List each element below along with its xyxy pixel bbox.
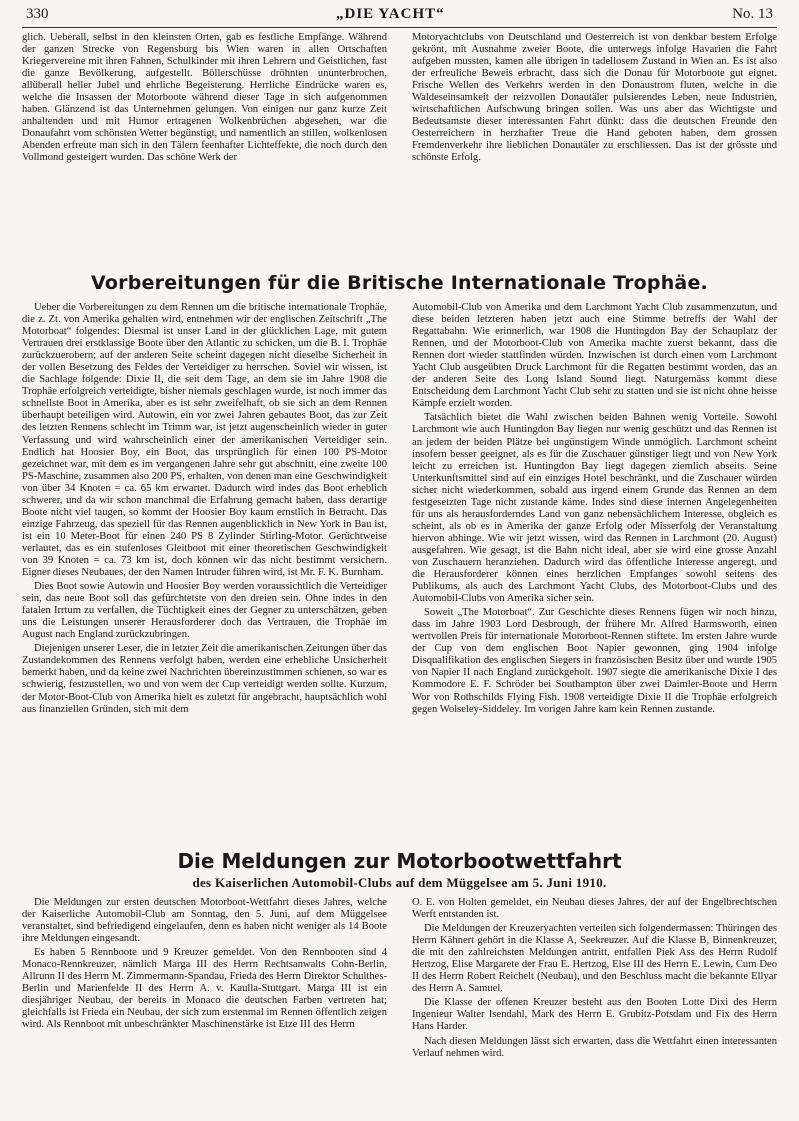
trophy-left-column [22, 302, 387, 839]
article-title-trophy: Vorbereitungen für die Britische Internationale Trophäe. [91, 272, 708, 294]
entries-left-column [22, 897, 387, 1097]
page-header [22, 6, 777, 28]
paragraph: Die Meldungen zur ersten deutschen Motorboot-Wettfahrt dieses Jahres, welche der Kaiserliche Automobil-Club am Sonntag, den 5. Juni, auf dem Müggelsee veranstaltet, sind befriedigend eingelaufen, denn es haben nicht weniger als 14 Boote ihre Meldungen eingesandt. [22, 897, 387, 945]
paragraph: Tatsächlich bietet die Wahl zwischen beiden Bahnen wenig Vorteile. Sowohl Larchmont wie auch Huntingdon Bay liegen nur wenig geschützt und das Rennen ist an jedem der beiden Plätze bei ungünstigem Winde unmöglich. Larchmont scheint insofern besser geeignet, als es für die Zuschauer günstiger liegt und von New York leicht zu erreichen ist. Huntingdon Bay liegt dagegen ziemlich abseits. Seine Unterkunftsmittel sind auf ein einziges Hotel beschränkt, und die Zuschauer würden sicher nicht wiederkommen, sobald aus irgend einem Grunde das Rennen an dem festgesetzten Tage nicht zustande käme. Indes sind diese internen Angelegenheiten für uns als herausforderndes Land von ganz nebensächlichem Interesse, obgleich es scheint, als ob es in Amerika der ganze Erfolg oder Misserfolg der Veranstaltung hiervon abhinge. Wie wir jetzt wissen, wird das Rennen in Larchmont (20. August) ausgefahren. Wie gesagt, ist die Bahn nicht ideal, aber sie wird eine grosse Anzahl von Zuschauern heranziehen. Dadurch wird das öffentliche Interesse angeregt, und die Herausforderer können eines herzlichen Empfanges sowohl seitens des Publikums, als auch des Larchmont Yacht Clubs, des Motorboot-Clubs und des Automobil-Clubs von Amerika sicher sein. [412, 412, 777, 605]
continued-article [22, 32, 777, 258]
continued-left-column [22, 32, 387, 258]
paragraph: glich. Ueberall, selbst in den kleinsten Orten, gab es festliche Empfänge. Während der ganzen Strecke von Regensburg bis Wien waren in allen Ortschaften Kriegervereine mit ihren Fahnen, Schulkinder mit ihren Lehrern und Geistlichen, fast die ganze Bevölkerung, aufgestellt. Böllerschüsse dröhnten ununterbrochen, allüberall heller Jubel und ehrliche Begeisterung. Herrliche Eindrücke waren es, welche die Insassen der Motorboote während dieser Tage in sich aufgenommen haben. Glänzend ist das Unternehmen gelungen. Von einigen nur ganz kurze Zeit anhaltenden und mit Humor ertragenen Wolkenbrüchen abgesehen, war die Donaufahrt vom schönsten Wetter begünstigt, und namentlich an stillen, wolkenlosen Abenden erfreute man sich in den Tälern feenhafter Lichteffekte, die noch durch den Vollmond gesteigert wurden. Das schöne Werk der [22, 32, 387, 164]
paragraph: O. E. von Holten gemeldet, ein Neubau dieses Jahres, der auf der Engelbrechtschen Werft entstanden ist. [412, 897, 777, 921]
paragraph: Dies Boot sowie Autowin und Hoosier Boy werden voraussichtlich die Verteidiger sein, das neue Boot soll das gefürchtetste von den dreien sein. Ohne indes in den fatalen Irrtum zu verfallen, die Tüchtigkeit eines der Gegner zu unterschätzen, geben uns die Leistungen unserer Herausforderer doch das Vertrauen, die Trophäe im August nach England zurückzubringen. [22, 581, 387, 641]
paragraph: Die Klasse der offenen Kreuzer besteht aus den Booten Lotte Dixi des Herrn Ingenieur Walter Isendahl, Mark des Herrn E. Grubitz-Potsdam und Fix des Herrn Hans Harder. [412, 997, 777, 1033]
paragraph: Automobil-Club von Amerika und dem Larchmont Yacht Club zusammenzutun, und diese beiden letzteren haben jetzt auch eine Stimme betreffs der Wahl der Regattabahn. Wie erinnerlich, war 1908 die Huntingdon Bay der Schauplatz der Rennen, und der Motorboot-Club von Amerika machte zuerst bekannt, dass die Rennen dort wieder stattfinden würden. Inzwischen ist durch einen vom Larchmont Yacht Club ausgeübten Druck Larchmont für die Regatten bestimmt worden, das an der anderen Seite des Long Island Sound liegt. Naturgemäss kommt diese Entscheidung dem Larchmont Yacht Club sehr zu statten und sie ist nicht ohne heisse Kämpfe erzielt worden. [412, 302, 777, 410]
paragraph: Ueber die Vorbereitungen zu dem Rennen um die britische internationale Trophäe, die z. Zt. von Amerika gehalten wird, entnehmen wir der englischen Zeitschrift „The Motorboat“ folgendes: Diesmal ist unser Land in der glücklichen Lage, mit gutem Vertrauen drei erstklassige Boote über den Atlantic zu schicken, um die B. I. Trophäe zurückzuerobern; auf der anderen Seite scheint dagegen nicht dieselbe Sicherheit in der vollen Besetzung des Feldes der Verteidiger zu herrschen. Soviel wir wissen, ist die Sachlage folgende: Dixie II, die seit dem Tage, an dem sie im Jahre 1908 die Trophäe erfolgreich verteidigte, bisher niemals geschlagen wurde, ist noch immer das schnellste Boot in Amerika, aber es ist sehr zweifelhaft, ob sie sich an dem Rennen überhaupt beteiligen wird. Autowin, ein vor zwei Jahren gebautes Boot, das zur Zeit des letzten Rennens schlecht im Trimm war, ist jetzt augenscheinlich wieder in guter Verfassung und wird wahrscheinlich einer der amerikanischen Verteidiger sein. Endlich hat Hoosier Boy, ein Boot, das ursprünglich für einen 100 PS-Motor gezeichnet war, mit dem es im vergangenen Jahre sehr gut abschnitt, eine zweite 100 PS-Maschine, zusammen also 200 PS, erhalten, von denen man eine Geschwindigkeit von über 34 Knoten = ca. 65 km erwartet. Dadurch wird indes das Boot erheblich schwerer, und da wir schon manchmal die Erfahrung gemacht haben, dass derartige Boote nicht viel taugen, so kommt der Hoosier Boy kaum ernstlich in Betracht. Das einzige Fahrzeug, das speziell für das Rennen augenblicklich in New York in Bau ist, ist ein 10 Meter-Boot für einen 240 PS 8 Zylinder Stirling-Motor. Gerüchtweise verlautet, das es ein stufenloses Gleitboot mit einer theoretischen Geschwindigkeit von 39 Knoten = ca. 73 km ist, doch können wir das nicht bestimmt versichern. Eigner dieses Neubaues, der den Namen Intruder führen wird, ist Mr. F. K. Burnham. [22, 302, 387, 579]
article-title-entries: Die Meldungen zur Motorbootwettfahrt [177, 849, 622, 873]
issue-number: No. 13 [732, 6, 773, 22]
paragraph: Die Meldungen der Kreuzeryachten verteilen sich folgendermassen: Thüringen des Herrn Kähnert gehört in die Klasse A, Seekreuzer. Auf die Klasse B, Binnenkreuzer, die mit den zahlreichsten Meldungen antritt, entfallen Piek Ass des Herrn Rudolf Hertzog, Elise Margarete der Frau E. Hertzog, Else III des Herrn E. Lewin, Cum Deo II des Herrn Robert Reichelt (Neubau), und den Beschluss macht die bekannte Ellyar des Herrn A. Samuel. [412, 923, 777, 995]
trophy-article [22, 302, 777, 839]
article-subtitle-entries: des Kaiserlichen Automobil-Clubs auf dem Müggelsee am 5. Juni 1910. [192, 875, 607, 890]
paragraph: Motoryachtclubs von Deutschland und Oesterreich ist von denkbar bestem Erfolge gekrönt, mit Ausnahme zweier Boote, die unterwegs infolge Havarien die Fahrt aufgeben mussten, kamen alle übrigen in tadellosem Zustand in Wien an. Es ist also der erfreuliche Beweis erbracht, dass sich die Donau für Motorboote gut eignet. Frische Wellen des Verkehrs werden in den Donaustrom fluten, welche in die Waldeseinsamkeit der reizvollen Donautäler pulsierendes Leben, neue Industrien, wirtschaftlichen Aufschwung bringen sollen. Was uns aber das Wichtigste und Bedeutsamste dieser interessanten Fahrt dünkt: dass die deutschen Freunde den Oesterreichern in herzhafter Treue die Hand geboten haben, dem grossen Fremdenverkehr ihre lieblichen Donautäler zu erschliessen. Das ist der grösste und schönste Erfolg. [412, 32, 777, 164]
page-number: 330 [26, 6, 49, 22]
paragraph: Soweit „The Motorboat“. Zur Geschichte dieses Rennens fügen wir noch hinzu, dass im Jahre 1903 Lord Desbrough, der frühere Mr. Alfred Harmsworth, einen wertvollen Preis für internationale Motorboot-Rennen stiftete. Im ersten Jahre wurde der Cup von dem englischen Boot Napier gewonnen, ging 1904 infolge Disqualifikation des englischen Siegers in französischen Besitz über und wurde 1905 von Napier II nach England zurückgeholt. 1907 siegte die amerikanische Dixie I des Kommodore E. F. Schröder bei Southampton über zwei Daimler-Boote und Herrn Wor von Rothschilds Flying Fish. 1908 verteidigte Dixie II die Trophäe erfolgreich gegen Wolseley-Siddeley. Im vorigen Jahre kam kein Rennen zustande. [412, 607, 777, 715]
journal-title: „DIE YACHT“ [335, 6, 445, 22]
paragraph: Es haben 5 Rennboote und 9 Kreuzer gemeldet. Von den Rennbooten sind 4 Monaco-Rennkreuzer, nämlich Marga III des Herrn Rechtsanwalts Cohn-Berlin, Allrunn II des Herrn M. Zimmermann-Spandau, Frieda des Herrn Direktor Schulthes-Berlin und Marienfelde II des Herrn A. v. Kaulla-Stuttgart. Marga III ist ein diesjähriger Neubau, der bereits in Monaco die deutschen Farben vertreten hat; gleichfalls ist Frieda ein Neubau, der sich zum erstenmal im Rennen öffentlich zeigen wird. Als Rennboot mit unbeschränkter Maschinenstärke ist Etze III des Herrn [22, 947, 387, 1031]
continued-right-column [412, 32, 777, 258]
entries-right-column [412, 897, 777, 1097]
trophy-right-column [412, 302, 777, 839]
paragraph: Diejenigen unserer Leser, die in letzter Zeit die amerikanischen Zeitungen über das Zustandekommen des Rennens verfolgt haben, werden eine erhebliche Unsicherheit bemerkt haben, und da keine zwei Nachrichten übereinzustimmen schienen, so war es schwierig, festzustellen, wo und von wem der Cup verteidigt werden sollte. Kurzum, der Motor-Boot-Club von Amerika hielt es zuletzt für angebracht, hauptsächlich wohl aus finanziellen Gründen, sich mit dem [22, 643, 387, 715]
paragraph: Nach diesen Meldungen lässt sich erwarten, dass die Wettfahrt einen interessanten Verlauf nehmen wird. [412, 1035, 777, 1059]
entries-article [22, 897, 777, 1097]
